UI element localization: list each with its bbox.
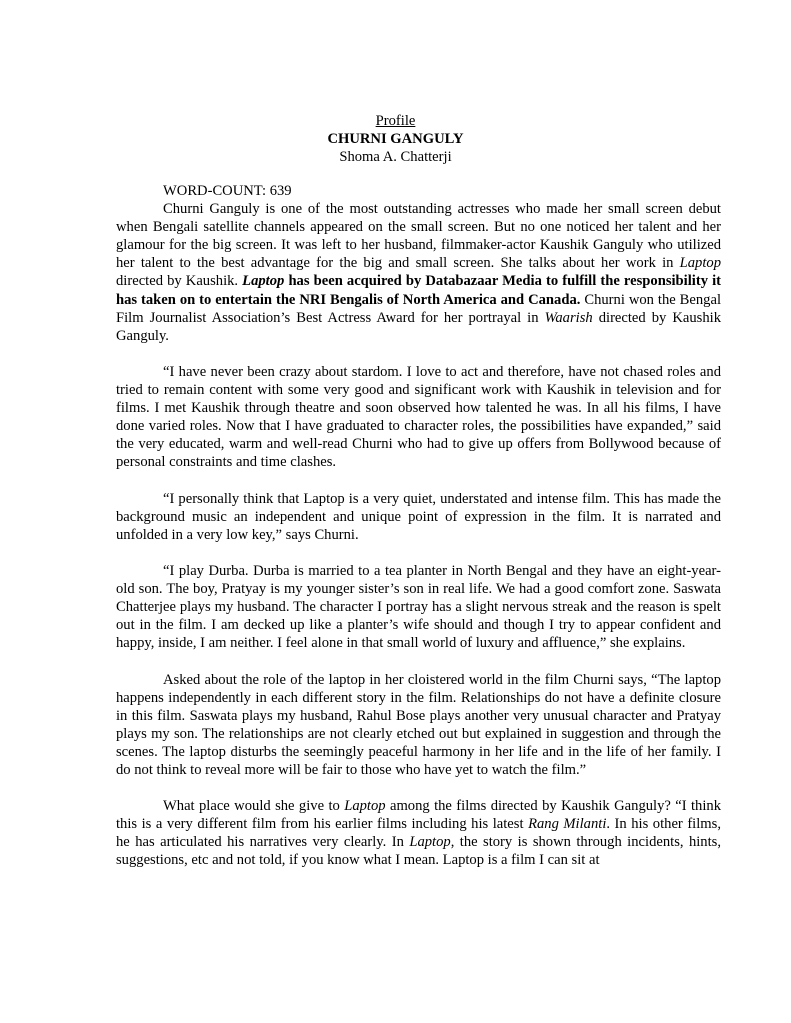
section-label: Profile bbox=[375, 113, 416, 129]
p6-film-rang-milanti: Rang Milanti bbox=[528, 816, 607, 833]
document-title: CHURNI GANGULY bbox=[327, 131, 464, 148]
article-body bbox=[116, 182, 721, 888]
p1-bold-text: has been acquired by Databazaar Media to fulfill the responsibility it has taken on to entertain the NRI Bengalis of North America and Canada. bbox=[116, 273, 721, 308]
paragraph-laptop-quiet: “I personally think that Laptop is a very quiet, understated and intense film. This has made the background music an independent and unique point of expression in the film. It is narrated and unfolded in a very low key,” says Churni. bbox=[116, 490, 721, 543]
p1-text-h: directed by Kaushik Ganguly. bbox=[116, 309, 721, 344]
p1-bold-film-title: Laptop bbox=[242, 273, 285, 290]
p6-text-e: . In his other films, he has articulated his narratives very clearly. In bbox=[116, 816, 721, 851]
p6-film-laptop: Laptop bbox=[344, 798, 386, 815]
document-header bbox=[0, 112, 791, 167]
author-byline: Shoma A. Chatterji bbox=[339, 149, 452, 166]
paragraph-stardom: “I have never been crazy about stardom. I love to act and therefore, have not chased roles and tried to remain content with some very good and significant work with Kaushik in television and for films. I met Kaushik through theatre and soon observed how talented he was. In all his films, I have done varied roles. Now that I have graduated to character roles, the possibilities have expanded,” said the very educated, warm and well-read Churni who had to give up offers from Bollywood because of personal constraints and time clashes. bbox=[116, 363, 721, 471]
p1-film-title: Laptop bbox=[679, 255, 721, 272]
p1-text-a: Churni Ganguly is one of the most outstanding actresses who made her small screen debut when Bengali satellite channels appeared on the small screen. But no one noticed her talent and her glamour for the big screen. It was left to her husband, filmmaker-actor Kaushik Ganguly who utilized her talent to the best advantage for the big and small screen. She talks about her work in bbox=[116, 201, 721, 272]
paragraph-durba: “I play Durba. Durba is married to a tea planter in North Bengal and they have an eight-year-old son. The boy, Pratyay is my younger sister’s son in real life. We had a good comfort zone. Saswata Chatterjee plays my husband. The character I portray has a slight nervous streak and the reason is spelt out in the film. I am decked up like a planter’s wife should and though I try to appear confident and happy, inside, I am neither. I feel alone in that small world of luxury and affluence,” she explains. bbox=[116, 562, 721, 652]
p1-film-waarish: Waarish bbox=[544, 309, 593, 326]
paragraph-intro bbox=[116, 200, 721, 345]
p6-text-c: among the films directed by Kaushik Ganguly? “I think this is a very different film from his earlier films including his latest bbox=[116, 798, 721, 833]
p6-film-laptop-2: Laptop bbox=[409, 834, 451, 851]
paragraph-place bbox=[116, 797, 721, 869]
p1-text-c: directed by Kaushik. bbox=[116, 273, 243, 290]
p6-text-g: , the story is shown through incidents, hints, suggestions, etc and not told, if you know what I mean. Laptop is a film I can sit at bbox=[116, 834, 721, 869]
p6-text-a: What place would she give to bbox=[163, 798, 345, 815]
p1-text-f: Churni won the Bengal Film Journalist Association’s Best Actress Award for her portrayal in bbox=[116, 291, 721, 326]
word-count: WORD-COUNT: 639 bbox=[163, 183, 292, 199]
paragraph-laptop-role: Asked about the role of the laptop in her cloistered world in the film Churni says, “The laptop happens independently in each different story in the film. Relationships do not have a definite closure in this film. Saswata plays my husband, Rahul Bose plays another very unusual character and Pratyay plays my son. The relationships are not clearly etched out but explained in suggestion and through the scenes. The laptop disturbs the seemingly peaceful harmony in her life and in the life of her family. I do not think to reveal more will be fair to those who have yet to watch the film.” bbox=[116, 671, 721, 778]
